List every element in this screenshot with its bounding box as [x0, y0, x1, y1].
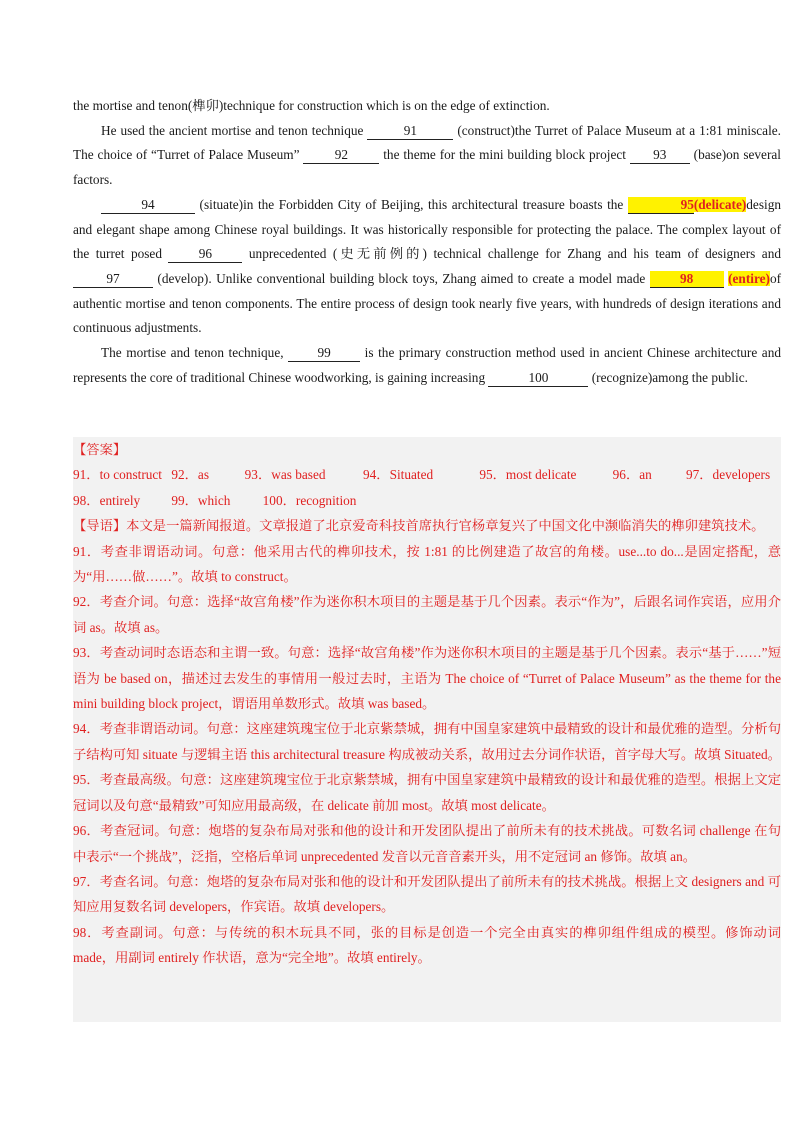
explanation-97: 97．考查名词。句意：炮塔的复杂布局对张和他的设计和开发团队提出了前所未有的技术挑战。根据上文 designers and 可知应用复数名词 developers，作宾语。故填 developers。 — [73, 873, 781, 915]
blank-92: 92 — [303, 147, 379, 164]
answer-key: 92．as — [171, 467, 209, 483]
blank-93: 93 — [630, 147, 690, 164]
blank-99: 99 — [288, 345, 360, 362]
explanation-92: 92．考查介词。句意：选择“故宫角楼”作为迷你积木项目的主题是基于几个因素。表示“作为”，后跟名词作宾语，应用介词 as。故填 as。 — [73, 594, 781, 635]
explanation-95: 95．考查最高级。句意：这座建筑瑰宝位于北京紫禁城，拥有中国皇家建筑中最精致的设计和最优雅的造型。根据上文定冠词以及句意“最精致”可知应用最高级，在 delicate 前加 most。故填 most delicate。 — [73, 772, 781, 813]
explanation-93: 93．考查动词时态语态和主谓一致。句意：选择“故宫角楼”作为迷你积木项目的主题是基于几个因素。表示“基于……”短语为 be based on，描述过去发生的事情用一般过去时，主语为 The choice of “Turret of Palace Museum” as the theme for the mini building block project，谓语用单数形式。故填 was based。 — [73, 645, 781, 712]
passage-text: design and elegant shape among Chinese royal buildings. It was historically responsible for protecting the palace. The complex layout of the turret posed — [73, 196, 781, 262]
passage-text: of authentic mortise and tenon components. The entire process of design took nearly five years, with hundreds of design iterations and continuous adjustments. — [73, 270, 782, 336]
passage-text: (recognize)among the public. — [588, 369, 748, 385]
answer-key: 96．an — [612, 467, 652, 483]
passage-text: He used the ancient mortise and tenon technique — [101, 122, 368, 138]
blank-98: 98 — [650, 271, 724, 288]
passage-paragraph-2 — [73, 193, 781, 341]
answer-key: 100．recognition — [262, 492, 357, 508]
blank-94: 94 — [101, 197, 195, 214]
hint-95: (delicate) — [693, 196, 747, 212]
passage-paragraph-3 — [73, 341, 781, 390]
passage-text: (base)on several factors. — [73, 147, 781, 188]
blank-96: 96 — [168, 246, 242, 263]
explanation-98: 98．考查副词。句意：与传统的积木玩具不同，张的目标是创造一个完全由真实的榫卯组件组成的模型。修饰动词 made，用副词 entirely 作状语，意为“完全地”。故填 entirely。 — [73, 924, 781, 966]
passage-text: unprecedented (史无前例的) technical challenge for Zhang and his team of designers and — [242, 246, 781, 262]
passage-text: (develop). Unlike conventional building block toys, Zhang aimed to create a model made — [153, 270, 650, 286]
passage — [73, 94, 781, 390]
answer-key: 94．Situated — [362, 467, 434, 483]
passage-text: (construct)the Turret of Palace Museum at a 1:81 miniscale. The choice of “Turret of Palace Museum” — [73, 122, 781, 163]
blank-95: 95 — [628, 197, 694, 214]
answer-guide: 【导语】本文是一篇新闻报道。文章报道了北京爱奇科技首席执行官杨章复兴了中国文化中濒临消失的榫卯建筑技术。 — [73, 518, 765, 534]
passage-text: (situate)in the Forbidden City of Beijing, this architectural treasure boasts the — [195, 196, 628, 212]
answer-key: 99．which — [171, 492, 231, 508]
passage-text: is the primary construction method used in ancient Chinese architecture and represents the core of traditional Chinese woodworking, is gaining increasing — [73, 345, 782, 385]
passage-text: the theme for the mini building block project — [379, 147, 630, 163]
explanation-94: 94．考查非谓语动词。句意：这座建筑瑰宝位于北京紫禁城，拥有中国皇家建筑中最精致的设计和最优雅的造型。分析句子结构可知 situate 与逻辑主语 this architectural treasure 构成被动关系，故用过去分词作状语，首字母大写。故填 Situated。 — [73, 721, 781, 762]
explanation-91: 91．考查非谓语动词。句意：他采用古代的榫卯技术，按 1:81 的比例建造了故宫的角楼。use...to do...是固定搭配，意为“用……做……”。故填 to construct。 — [73, 543, 781, 585]
answer-key: 91．to construct — [73, 467, 163, 483]
hint-98: (entire) — [728, 270, 770, 286]
answer-heading: 【答案】 — [73, 442, 127, 457]
answer-key: 98．entirely — [73, 492, 141, 508]
explanation-96: 96．考查冠词。句意：炮塔的复杂布局对张和他的设计和开发团队提出了前所未有的技术挑战。可数名词 challenge 在句中表示“一个挑战”，泛指，空格后单词 unprecedented 发音以元音音素开头，用不定冠词 an 修饰。故填 an。 — [73, 823, 781, 864]
passage-paragraph-1 — [73, 119, 781, 193]
passage-line-0: the mortise and tenon(榫卯)technique for construction which is on the edge of extinction. — [73, 98, 550, 113]
answer-key: 95．most delicate — [479, 467, 577, 483]
answer-key: 97．developers — [685, 467, 771, 483]
passage-text: The mortise and tenon technique, — [101, 345, 289, 361]
blank-97: 97 — [73, 271, 153, 288]
blank-91: 91 — [367, 123, 453, 140]
answer-section — [73, 437, 781, 971]
blank-100: 100 — [488, 370, 588, 387]
answer-keys — [73, 462, 781, 513]
answer-key: 93．was based — [244, 467, 326, 483]
